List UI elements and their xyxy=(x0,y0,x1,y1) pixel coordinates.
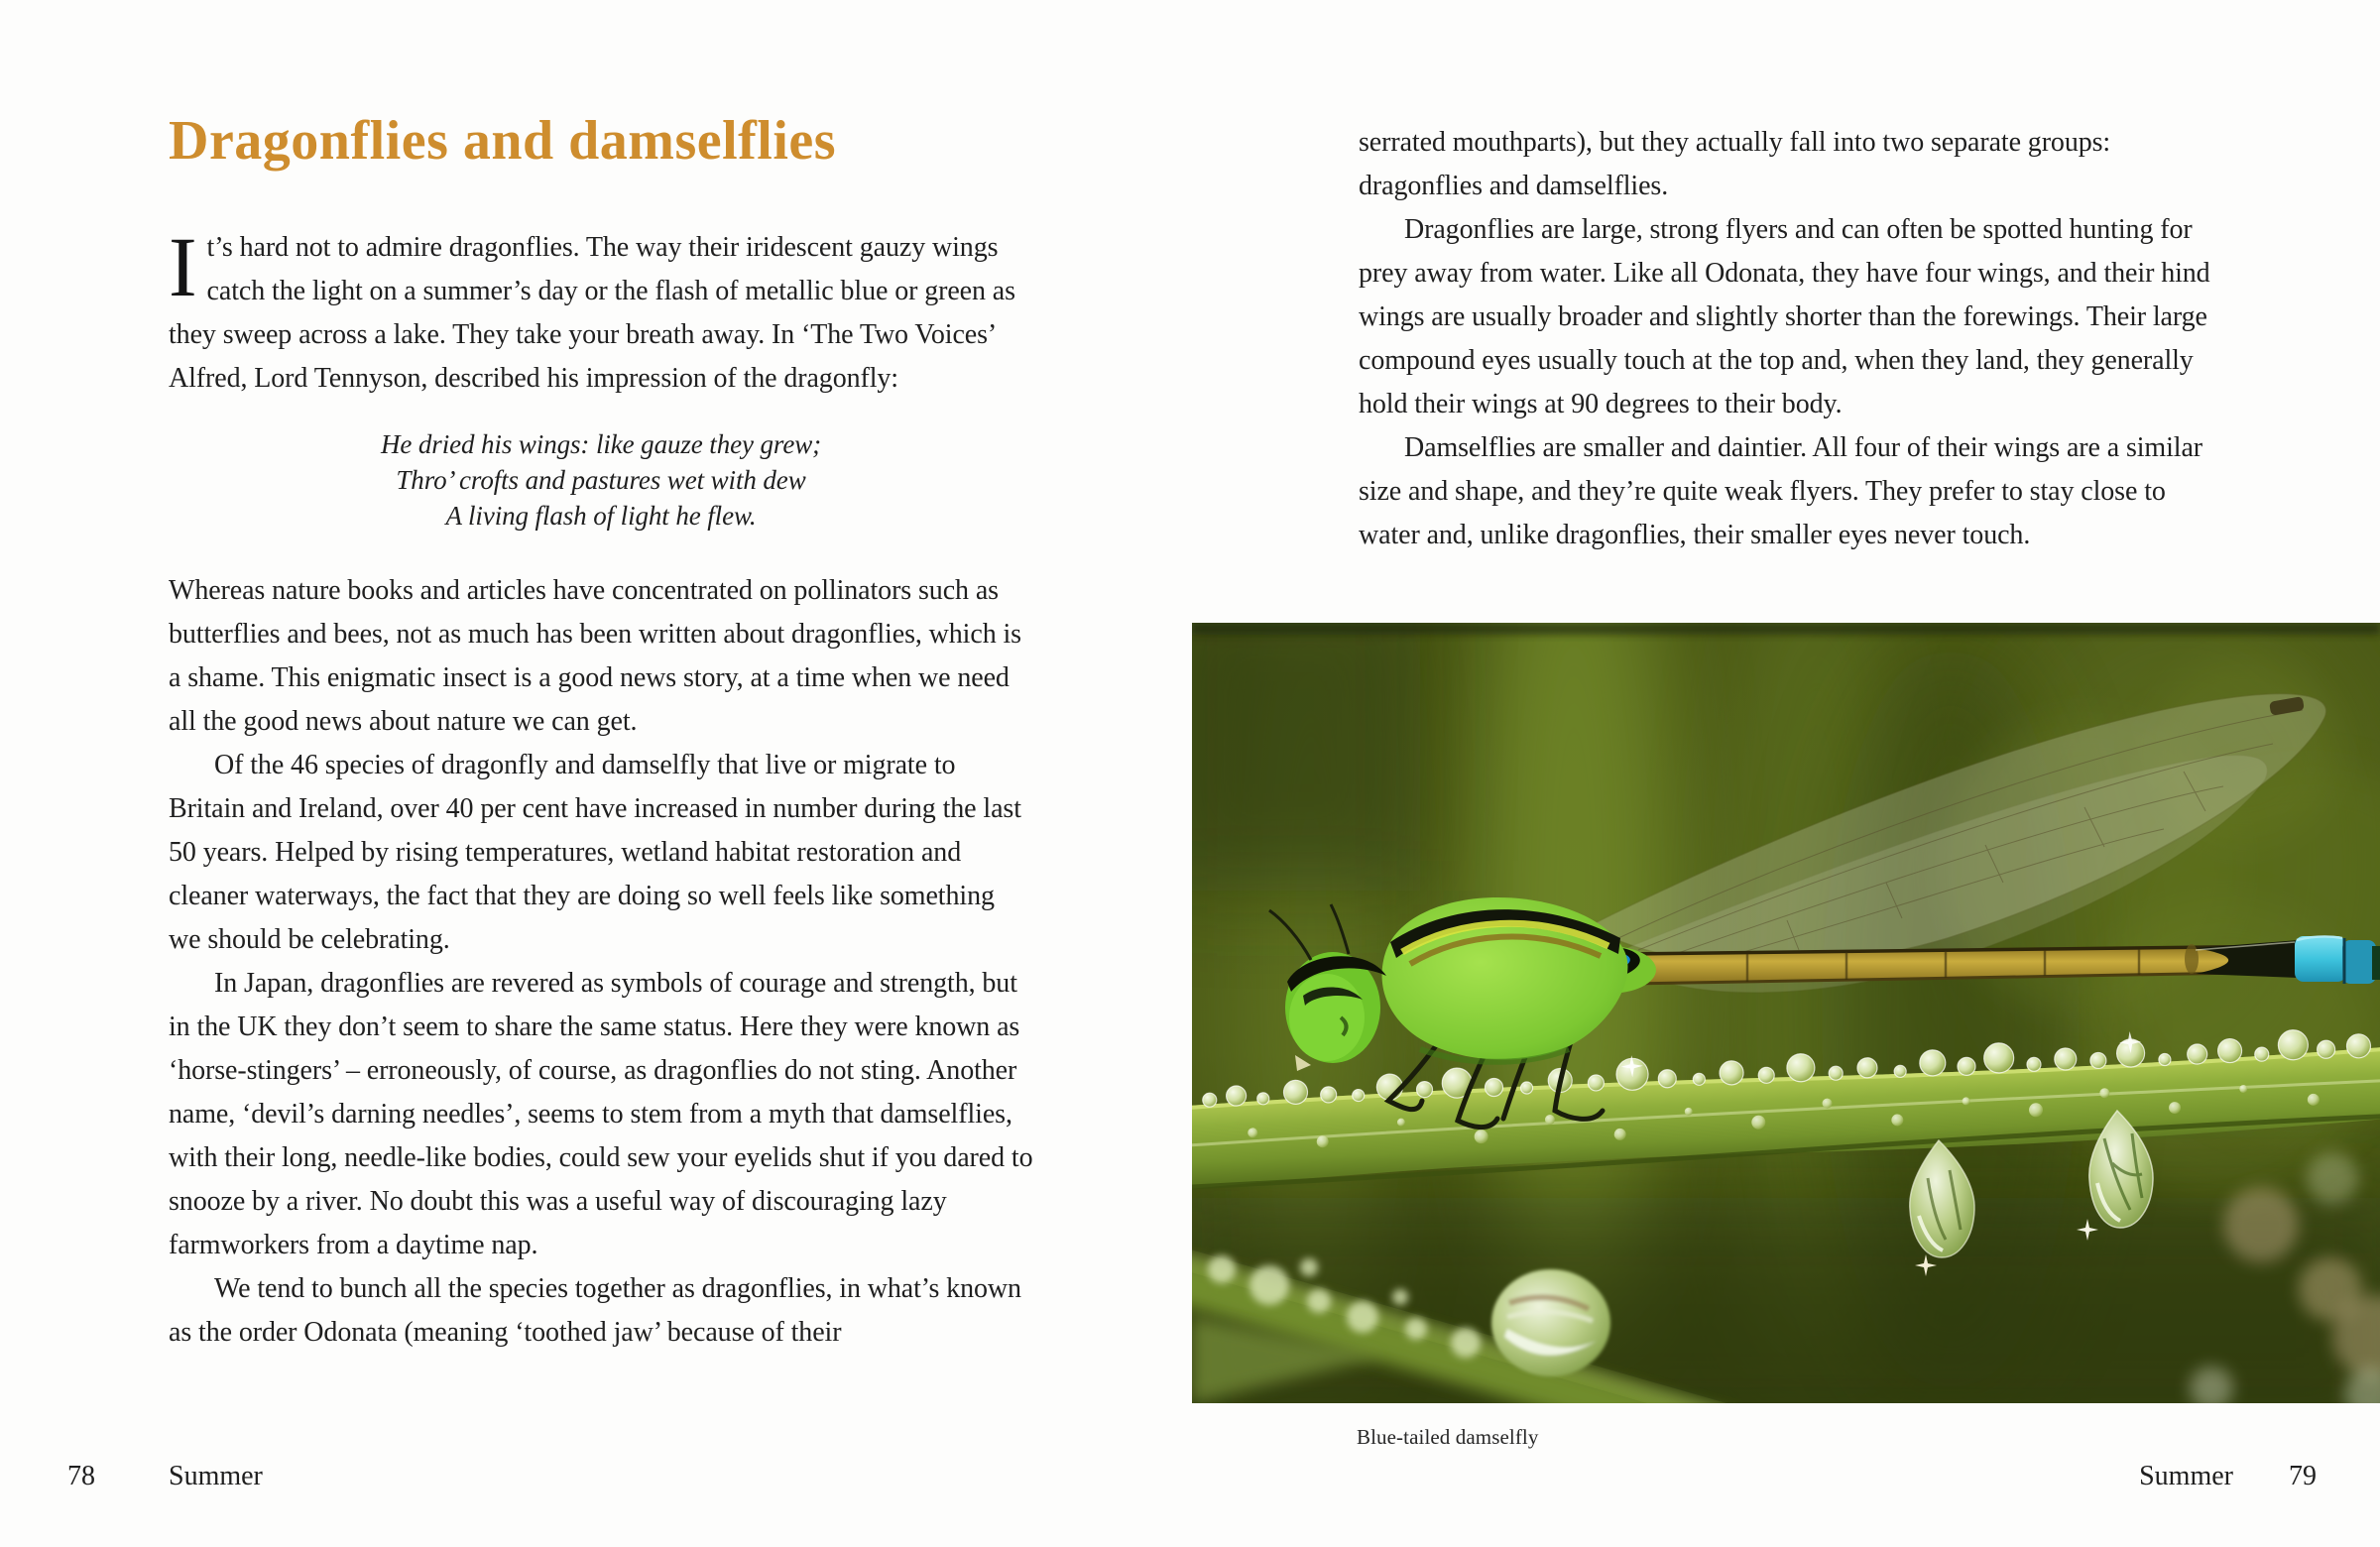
poem-line: He dried his wings: like gauze they grew; xyxy=(380,429,822,459)
right-page-number: 79 xyxy=(2289,1461,2317,1491)
poem-line: A living flash of light he flew. xyxy=(445,501,757,531)
left-section-label: Summer xyxy=(169,1461,263,1491)
paragraph: Whereas nature books and articles have concentrated on pollinators such as butterflies and bees, not as much has been written about dragonflies, which is a shame. This enigmatic insect is a good news story, at a time when we need all the good news about nature we can get. xyxy=(169,575,1021,737)
right-section-label: Summer xyxy=(2139,1461,2233,1491)
lead-paragraph-text: t’s hard not to admire dragonflies. The way their iridescent gauzy wings catch the light on a summer’s day or the flash of metallic blue or green as they sweep across a lake. They take your breath away. In ‘The Two Voices’ Alfred, Lord Tennyson, described his impression of the dragonfly: xyxy=(169,232,1015,394)
damselfly-photo-illustration xyxy=(1192,623,2380,1403)
large-shiny-drop xyxy=(1491,1269,1610,1376)
paragraph: Damselflies are smaller and daintier. All four of their wings are a similar size and shape, and they’re quite weak flyers. They prefer to stay close to water and, unlike dragonflies, their smaller eyes never touch. xyxy=(1359,432,2203,550)
photo-caption: Blue-tailed damselfly xyxy=(1357,1425,1539,1449)
right-page-text-column xyxy=(1359,121,2217,557)
paragraph: Dragonflies are large, strong flyers and can often be spotted hunting for prey away from water. Like all Odonata, they have four wings, and their hind wings are usually broader and slightly shorter than the forewings. Their large compound eyes usually touch at the top and, when they land, they generally hold their wings at 90 degrees to their body. xyxy=(1359,214,2210,419)
poem-quote xyxy=(169,426,1033,534)
paragraph: Of the 46 species of dragonfly and damselfly that live or migrate to Britain and Ireland, over 40 per cent have increased in number during the last 50 years. Helped by rising temperatures, wetland habitat restoration and cleaner waterways, the fact that they are doing so well feels like something we should be celebrating. xyxy=(169,750,1021,955)
chapter-title: Dragonflies and damselflies xyxy=(169,110,837,172)
paragraph: We tend to bunch all the species together as dragonflies, in what’s known as the order Odonata (meaning ‘toothed jaw’ because of their xyxy=(169,1273,1021,1348)
paragraph: In Japan, dragonflies are revered as symbols of courage and strength, but in the UK they don’t seem to share the same status. Here they were known as ‘horse-stingers’ – erroneously, of course, as dragonflies do not sting. Another name, ‘devil’s darning needles’, seems to stem from a myth that damselflies, with their long, needle-like bodies, could sew your eyelids shut if you dared to snooze by a river. No doubt this was a useful way of discouraging lazy farmworkers from a daytime nap. xyxy=(169,968,1033,1260)
lead-paragraph xyxy=(169,219,1033,401)
left-page-number: 78 xyxy=(67,1461,95,1491)
poem-line: Thro’ crofts and pastures wet with dew xyxy=(396,465,806,495)
drop-cap: I xyxy=(169,219,197,314)
left-page-text-column xyxy=(169,111,1033,1355)
left-page-body xyxy=(169,219,1033,1355)
paragraph: serrated mouthparts), but they actually fall into two separate groups: dragonflies and damselflies. xyxy=(1359,127,2111,201)
blue-tail-segment xyxy=(2295,936,2380,984)
damselfly-photo xyxy=(1192,623,2380,1403)
